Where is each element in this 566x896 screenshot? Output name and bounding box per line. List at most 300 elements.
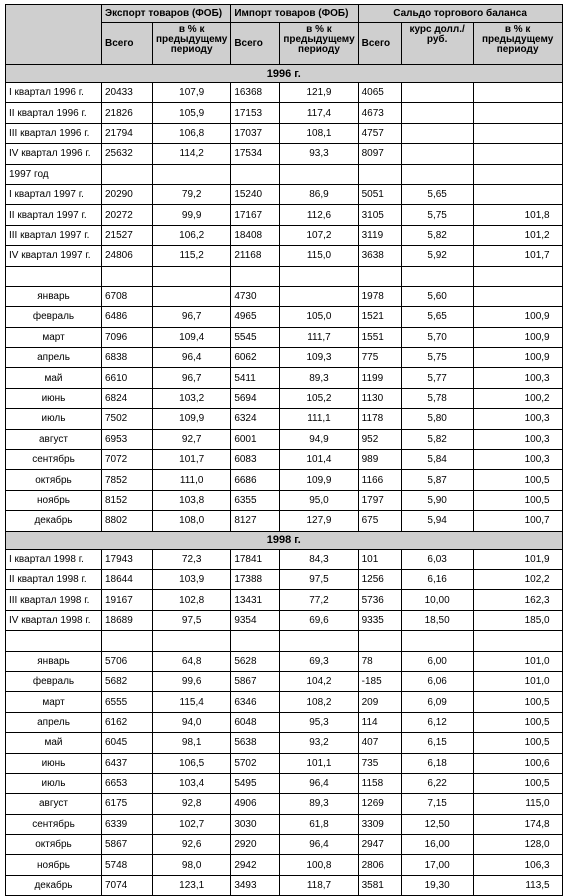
import-pct: 86,9: [280, 184, 358, 204]
exchange-rate: 18,50: [401, 610, 473, 630]
row-label: июнь: [6, 753, 102, 773]
import-total: 6001: [231, 429, 280, 449]
import-total: 5495: [231, 773, 280, 793]
export-pct: 103,4: [153, 773, 231, 793]
import-total: 5638: [231, 733, 280, 753]
exchange-rate: 5,80: [401, 409, 473, 429]
import-total: 17841: [231, 549, 280, 569]
exchange-rate: [401, 631, 473, 651]
export-pct: [153, 286, 231, 306]
exchange-rate: 5,90: [401, 490, 473, 510]
balance-total-header: Всего: [358, 23, 401, 65]
import-pct: [280, 631, 358, 651]
import-pct: 95,3: [280, 712, 358, 732]
table-row: [6, 307, 563, 327]
export-total: 8152: [102, 490, 153, 510]
exchange-rate: 19,30: [401, 875, 473, 895]
row-label: II квартал 1996 г.: [6, 103, 102, 123]
import-pct: 101,1: [280, 753, 358, 773]
import-total: 4965: [231, 307, 280, 327]
import-pct: 105,2: [280, 388, 358, 408]
row-label: март: [6, 692, 102, 712]
exchange-rate: 6,03: [401, 549, 473, 569]
balance-total: 2806: [358, 855, 401, 875]
export-total: 7074: [102, 875, 153, 895]
table-row: [6, 286, 563, 306]
import-pct: 111,1: [280, 409, 358, 429]
balance-total: 735: [358, 753, 401, 773]
export-pct: 99,9: [153, 205, 231, 225]
balance-total: [358, 631, 401, 651]
row-label: I квартал 1996 г.: [6, 83, 102, 103]
export-pct: 103,9: [153, 569, 231, 589]
export-total: 6708: [102, 286, 153, 306]
row-label: май: [6, 733, 102, 753]
balance-header: Сальдо торгового баланса: [358, 5, 562, 23]
export-total: 6824: [102, 388, 153, 408]
balance-total: 3309: [358, 814, 401, 834]
balance-pct: 100,9: [473, 307, 562, 327]
row-label: июль: [6, 773, 102, 793]
balance-pct: 100,3: [473, 368, 562, 388]
table-row: [6, 470, 563, 490]
balance-pct: 162,3: [473, 590, 562, 610]
exchange-rate: [401, 103, 473, 123]
export-pct: 111,0: [153, 470, 231, 490]
row-label: сентябрь: [6, 814, 102, 834]
table-row: [6, 753, 563, 773]
import-total: 6355: [231, 490, 280, 510]
import-total: 5628: [231, 651, 280, 671]
table-row: [6, 246, 563, 266]
balance-total: 1521: [358, 307, 401, 327]
import-total: 6083: [231, 450, 280, 470]
table-row: [6, 549, 563, 569]
table-row: [6, 773, 563, 793]
exchange-rate: 16,00: [401, 835, 473, 855]
exchange-rate: 5,75: [401, 348, 473, 368]
exchange-rate: 7,15: [401, 794, 473, 814]
import-pct: 127,9: [280, 511, 358, 531]
import-total: 13431: [231, 590, 280, 610]
balance-pct: 100,5: [473, 692, 562, 712]
exchange-rate: 5,60: [401, 286, 473, 306]
export-pct: 105,9: [153, 103, 231, 123]
import-total: 5867: [231, 671, 280, 691]
exchange-rate: 10,00: [401, 590, 473, 610]
table-row: [6, 348, 563, 368]
exchange-rate: 5,82: [401, 429, 473, 449]
row-label: март: [6, 327, 102, 347]
balance-pct: [473, 103, 562, 123]
row-label: январь: [6, 651, 102, 671]
balance-pct: 101,7: [473, 246, 562, 266]
export-pct: 109,9: [153, 409, 231, 429]
balance-total: 78: [358, 651, 401, 671]
table-row: [6, 814, 563, 834]
row-label: октябрь: [6, 470, 102, 490]
import-total: 3493: [231, 875, 280, 895]
import-total: 21168: [231, 246, 280, 266]
exchange-rate: 5,75: [401, 205, 473, 225]
import-pct: 101,4: [280, 450, 358, 470]
export-total: 21794: [102, 123, 153, 143]
balance-pct: 100,6: [473, 753, 562, 773]
exchange-rate: 5,77: [401, 368, 473, 388]
export-total: 6437: [102, 753, 153, 773]
export-total: 21826: [102, 103, 153, 123]
balance-total: [358, 266, 401, 286]
table-row: [6, 205, 563, 225]
table-row: [6, 490, 563, 510]
balance-pct-header: в % к предыдущему периоду: [473, 23, 562, 65]
export-pct: 115,4: [153, 692, 231, 712]
exchange-rate: [401, 144, 473, 164]
balance-pct: [473, 184, 562, 204]
row-label: I квартал 1998 г.: [6, 549, 102, 569]
export-total: 6045: [102, 733, 153, 753]
row-label: май: [6, 368, 102, 388]
balance-total: 1978: [358, 286, 401, 306]
exchange-rate: [401, 266, 473, 286]
export-pct: 96,4: [153, 348, 231, 368]
row-label: февраль: [6, 671, 102, 691]
balance-total: 1199: [358, 368, 401, 388]
export-pct: 99,6: [153, 671, 231, 691]
table-row: [6, 266, 563, 286]
table-row: [6, 692, 563, 712]
balance-total: 5736: [358, 590, 401, 610]
export-pct: 92,7: [153, 429, 231, 449]
exchange-rate: 17,00: [401, 855, 473, 875]
import-pct: 93,3: [280, 144, 358, 164]
trade-balance-table: [5, 4, 563, 896]
import-total: 6686: [231, 470, 280, 490]
row-label: [6, 631, 102, 651]
balance-pct: 100,3: [473, 409, 562, 429]
import-total: 5411: [231, 368, 280, 388]
exchange-rate: 12,50: [401, 814, 473, 834]
balance-total: -185: [358, 671, 401, 691]
table-row: [6, 429, 563, 449]
table-row: [6, 511, 563, 531]
table-row: [6, 835, 563, 855]
balance-pct: 100,3: [473, 450, 562, 470]
import-total: 6346: [231, 692, 280, 712]
export-pct: [153, 631, 231, 651]
balance-total: 1269: [358, 794, 401, 814]
balance-total: 2947: [358, 835, 401, 855]
balance-pct: [473, 83, 562, 103]
import-total: [231, 164, 280, 184]
import-total: 15240: [231, 184, 280, 204]
table-row: [6, 794, 563, 814]
export-total: 20290: [102, 184, 153, 204]
balance-total: 5051: [358, 184, 401, 204]
export-pct: 109,4: [153, 327, 231, 347]
import-pct: 121,9: [280, 83, 358, 103]
table-row: [6, 409, 563, 429]
export-total: [102, 266, 153, 286]
import-pct: 97,5: [280, 569, 358, 589]
import-total: 17037: [231, 123, 280, 143]
exchange-rate: [401, 83, 473, 103]
export-total: 5748: [102, 855, 153, 875]
table-row: [6, 712, 563, 732]
balance-pct: 100,9: [473, 327, 562, 347]
table-row: [6, 569, 563, 589]
row-label: декабрь: [6, 875, 102, 895]
export-total: 7502: [102, 409, 153, 429]
table-row: [6, 651, 563, 671]
balance-total: 1130: [358, 388, 401, 408]
balance-pct: 101,0: [473, 651, 562, 671]
row-label: IV квартал 1998 г.: [6, 610, 102, 630]
import-total: 18408: [231, 225, 280, 245]
table-row: [6, 184, 563, 204]
import-pct: 105,0: [280, 307, 358, 327]
balance-total: 3581: [358, 875, 401, 895]
balance-pct: 100,2: [473, 388, 562, 408]
import-total: 2942: [231, 855, 280, 875]
import-pct: 108,2: [280, 692, 358, 712]
balance-total: 1256: [358, 569, 401, 589]
balance-pct: [473, 123, 562, 143]
import-pct: 96,4: [280, 773, 358, 793]
balance-pct: 185,0: [473, 610, 562, 630]
import-total: 17534: [231, 144, 280, 164]
row-label: 1997 год: [6, 164, 102, 184]
balance-total: 675: [358, 511, 401, 531]
balance-total: 8097: [358, 144, 401, 164]
export-pct: 106,5: [153, 753, 231, 773]
import-pct: 108,1: [280, 123, 358, 143]
import-total: 5545: [231, 327, 280, 347]
table-row: [6, 590, 563, 610]
balance-total: 1797: [358, 490, 401, 510]
balance-pct: 100,5: [473, 712, 562, 732]
import-total: 6324: [231, 409, 280, 429]
import-pct: 104,2: [280, 671, 358, 691]
balance-pct: 101,9: [473, 549, 562, 569]
import-total: 8127: [231, 511, 280, 531]
balance-pct: 115,0: [473, 794, 562, 814]
export-pct: 64,8: [153, 651, 231, 671]
table-row: [6, 388, 563, 408]
export-pct: 98,0: [153, 855, 231, 875]
export-pct: 107,9: [153, 83, 231, 103]
table-row: [6, 83, 563, 103]
exchange-rate: 6,15: [401, 733, 473, 753]
balance-pct: 106,3: [473, 855, 562, 875]
balance-total: 1166: [358, 470, 401, 490]
export-pct: 123,1: [153, 875, 231, 895]
import-total: 17153: [231, 103, 280, 123]
export-total: 20433: [102, 83, 153, 103]
import-total: 3030: [231, 814, 280, 834]
exchange-rate: 5,94: [401, 511, 473, 531]
balance-total: 114: [358, 712, 401, 732]
balance-pct: 113,5: [473, 875, 562, 895]
export-pct: 97,5: [153, 610, 231, 630]
export-total: 17943: [102, 549, 153, 569]
import-pct: [280, 164, 358, 184]
table-row: [6, 164, 563, 184]
export-total: 6653: [102, 773, 153, 793]
import-pct: 89,3: [280, 794, 358, 814]
export-total: 6610: [102, 368, 153, 388]
balance-total: 952: [358, 429, 401, 449]
export-pct: 106,8: [153, 123, 231, 143]
export-total-header: Всего: [102, 23, 153, 65]
import-pct: 107,2: [280, 225, 358, 245]
import-pct: 61,8: [280, 814, 358, 834]
balance-total: 1158: [358, 773, 401, 793]
export-total: 6175: [102, 794, 153, 814]
balance-total: 989: [358, 450, 401, 470]
exchange-rate: 5,65: [401, 184, 473, 204]
corner-cell: [6, 5, 102, 65]
export-pct: 92,6: [153, 835, 231, 855]
export-pct-header: в % к предыдущему периоду: [153, 23, 231, 65]
exchange-rate: 6,09: [401, 692, 473, 712]
export-total: 7852: [102, 470, 153, 490]
import-pct: 89,3: [280, 368, 358, 388]
year-title: 1998 г.: [6, 531, 563, 549]
export-pct: 103,8: [153, 490, 231, 510]
export-pct: 79,2: [153, 184, 231, 204]
export-pct: 102,8: [153, 590, 231, 610]
balance-pct: [473, 144, 562, 164]
import-total: 17388: [231, 569, 280, 589]
export-total: 25632: [102, 144, 153, 164]
export-total: 21527: [102, 225, 153, 245]
export-total: 20272: [102, 205, 153, 225]
balance-total: 3638: [358, 246, 401, 266]
import-total: 17167: [231, 205, 280, 225]
row-label: III квартал 1997 г.: [6, 225, 102, 245]
balance-pct: [473, 286, 562, 306]
balance-pct: 101,0: [473, 671, 562, 691]
export-total: 6486: [102, 307, 153, 327]
table-row: [6, 327, 563, 347]
balance-pct: 102,2: [473, 569, 562, 589]
export-pct: 72,3: [153, 549, 231, 569]
import-pct: [280, 266, 358, 286]
table-row: [6, 671, 563, 691]
export-total: 5682: [102, 671, 153, 691]
row-label: февраль: [6, 307, 102, 327]
export-pct: [153, 164, 231, 184]
balance-pct: [473, 631, 562, 651]
row-label: IV квартал 1997 г.: [6, 246, 102, 266]
export-total: [102, 164, 153, 184]
year-section-row: [6, 531, 563, 549]
row-label: январь: [6, 286, 102, 306]
export-pct: 106,2: [153, 225, 231, 245]
import-pct: 109,3: [280, 348, 358, 368]
export-total: [102, 631, 153, 651]
balance-total: 4065: [358, 83, 401, 103]
rate-header: курс долл./ руб.: [401, 23, 473, 65]
row-label: июнь: [6, 388, 102, 408]
exchange-rate: 5,87: [401, 470, 473, 490]
import-total: 5702: [231, 753, 280, 773]
import-total: 6062: [231, 348, 280, 368]
row-label: апрель: [6, 712, 102, 732]
table-row: [6, 631, 563, 651]
balance-pct: 100,5: [473, 773, 562, 793]
export-pct: 115,2: [153, 246, 231, 266]
row-label: II квартал 1997 г.: [6, 205, 102, 225]
table-row: [6, 123, 563, 143]
export-total: 6162: [102, 712, 153, 732]
balance-pct: [473, 164, 562, 184]
exchange-rate: 6,06: [401, 671, 473, 691]
balance-total: 209: [358, 692, 401, 712]
balance-total: 101: [358, 549, 401, 569]
export-total: 6953: [102, 429, 153, 449]
balance-total: 1178: [358, 409, 401, 429]
import-pct: 117,4: [280, 103, 358, 123]
balance-total: 1551: [358, 327, 401, 347]
import-total: 2920: [231, 835, 280, 855]
export-total: 7096: [102, 327, 153, 347]
exchange-rate: 6,18: [401, 753, 473, 773]
balance-pct: 101,8: [473, 205, 562, 225]
export-pct: 102,7: [153, 814, 231, 834]
export-total: 24806: [102, 246, 153, 266]
row-label: I квартал 1997 г.: [6, 184, 102, 204]
import-header: Импорт товаров (ФОБ): [231, 5, 358, 23]
row-label: [6, 266, 102, 286]
export-pct: 94,0: [153, 712, 231, 732]
exchange-rate: 6,16: [401, 569, 473, 589]
balance-pct: 128,0: [473, 835, 562, 855]
import-pct: 96,4: [280, 835, 358, 855]
exchange-rate: 6,00: [401, 651, 473, 671]
export-pct: 103,2: [153, 388, 231, 408]
balance-pct: 100,3: [473, 429, 562, 449]
row-label: август: [6, 794, 102, 814]
balance-pct: 100,9: [473, 348, 562, 368]
row-label: IV квартал 1996 г.: [6, 144, 102, 164]
import-pct: 111,7: [280, 327, 358, 347]
import-total: 5694: [231, 388, 280, 408]
balance-pct: 174,8: [473, 814, 562, 834]
row-label: июль: [6, 409, 102, 429]
balance-total: 3119: [358, 225, 401, 245]
table-row: [6, 225, 563, 245]
export-pct: [153, 266, 231, 286]
balance-pct: 100,5: [473, 470, 562, 490]
import-pct: 93,2: [280, 733, 358, 753]
exchange-rate: 5,70: [401, 327, 473, 347]
import-total: 4730: [231, 286, 280, 306]
import-pct: 77,2: [280, 590, 358, 610]
exchange-rate: 6,12: [401, 712, 473, 732]
import-total-header: Всего: [231, 23, 280, 65]
import-pct: [280, 286, 358, 306]
exchange-rate: 5,82: [401, 225, 473, 245]
import-pct: 109,9: [280, 470, 358, 490]
balance-total: 4673: [358, 103, 401, 123]
row-label: август: [6, 429, 102, 449]
row-label: III квартал 1998 г.: [6, 590, 102, 610]
export-pct: 92,8: [153, 794, 231, 814]
row-label: октябрь: [6, 835, 102, 855]
export-total: 18644: [102, 569, 153, 589]
